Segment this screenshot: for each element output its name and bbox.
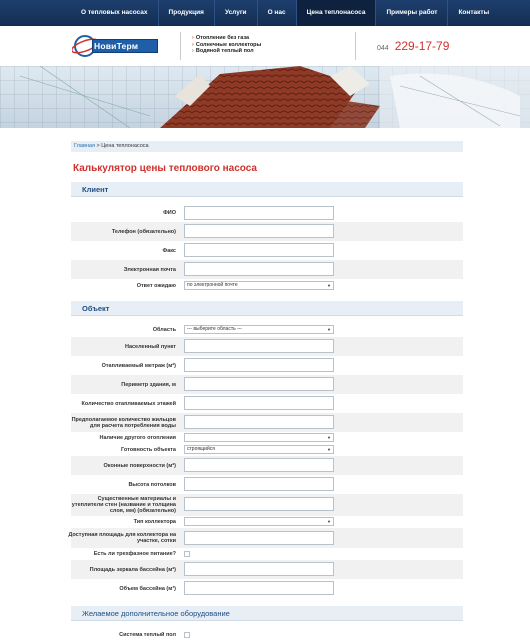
- fax-input[interactable]: [184, 243, 334, 257]
- field-label: Система теплый пол: [119, 631, 176, 638]
- field-label: ФИО: [163, 210, 176, 216]
- field-label: Область: [152, 327, 176, 333]
- field-label: Тип коллектора: [133, 519, 176, 525]
- readiness-select[interactable]: строящийся ▼: [184, 445, 334, 454]
- phone-code: 044: [377, 45, 389, 52]
- other-heating-select[interactable]: [184, 433, 334, 442]
- nav-item-products[interactable]: Продукция: [158, 0, 214, 26]
- field-label: Телефон (обязательно): [111, 228, 176, 235]
- header-divider: [180, 32, 181, 60]
- service-item[interactable]: › Водяной теплый пол: [192, 48, 254, 54]
- field-label: Объем бассейна (м³): [119, 585, 176, 592]
- page-title: Калькулятор цены теплового насоса: [73, 163, 257, 174]
- arrow-icon: ›: [192, 41, 194, 48]
- chevron-down-icon: ▼: [327, 283, 331, 288]
- form-row-area: [71, 356, 463, 375]
- perimeter-input[interactable]: [184, 377, 334, 391]
- form-row-floor-heating: [71, 629, 463, 640]
- windows-input[interactable]: [184, 458, 334, 472]
- form-row-email: [71, 260, 463, 279]
- field-label: Площадь зеркала бассейна (м²): [89, 566, 176, 573]
- ceiling-height-input[interactable]: [184, 477, 334, 491]
- region-select[interactable]: --- выберите область --- ▼: [184, 325, 334, 334]
- phone-number: 229-17-79: [394, 39, 450, 53]
- field-label: Электронная почта: [123, 266, 176, 273]
- form-row-collector-type: [71, 516, 463, 528]
- form-row-windows: [71, 456, 463, 475]
- form-row-fax: [71, 241, 463, 260]
- form-row-floors: [71, 394, 463, 413]
- pool-area-input[interactable]: [184, 562, 334, 576]
- field-label: Предполагаемое количество жильцов для расчета потребления воды: [71, 416, 176, 429]
- field-label: Высота потолков: [128, 481, 176, 488]
- phone: [377, 39, 449, 53]
- form-row-pool-volume: [71, 579, 463, 598]
- form-row-ceiling: [71, 475, 463, 494]
- field-label: Доступная площадь для коллектора на участке, сотки: [68, 532, 176, 544]
- chevron-down-icon: ▼: [327, 435, 331, 440]
- nav-item-about-us[interactable]: О нас: [257, 0, 296, 26]
- nav-item-contacts[interactable]: Контакты: [447, 0, 499, 26]
- service-item[interactable]: › Отопление без газа: [192, 35, 250, 41]
- breadcrumb-home-link[interactable]: Главная: [74, 143, 95, 149]
- field-label: Факс: [162, 247, 176, 254]
- form-row-readiness: [71, 444, 463, 456]
- section-header-client: Клиент: [71, 182, 463, 197]
- top-nav-items: [71, 0, 499, 26]
- floors-input[interactable]: [184, 396, 334, 410]
- banner-image: [0, 66, 530, 128]
- form-row-phone: [71, 222, 463, 241]
- materials-input[interactable]: [184, 497, 334, 511]
- field-label: Количество отапливаемых этажей: [81, 400, 176, 407]
- fio-input[interactable]: [184, 206, 334, 220]
- field-label: Существенные материалы и утеплители стен (название и толщина слоя, мм) (обязательно): [71, 496, 176, 514]
- form-row-other-heating: [71, 432, 463, 444]
- logo-text: НовиТерм: [94, 41, 139, 51]
- breadcrumb: [71, 141, 463, 152]
- breadcrumb-separator: >: [96, 143, 100, 149]
- form-row-residents: [71, 413, 463, 432]
- pool-volume-input[interactable]: [184, 581, 334, 595]
- nav-item-examples[interactable]: Примеры работ: [375, 0, 447, 26]
- form-row-three-phase: [71, 548, 463, 560]
- arrow-icon: ›: [192, 35, 194, 41]
- chevron-down-icon: ▼: [327, 447, 331, 452]
- collector-area-input[interactable]: [184, 531, 334, 545]
- city-input[interactable]: [184, 339, 334, 353]
- form-row-region: [71, 323, 463, 337]
- arrow-icon: ›: [192, 48, 194, 54]
- field-label: Населенный пункт: [124, 343, 176, 350]
- form-row-pool-area: [71, 560, 463, 579]
- field-label: Периметр здания, м: [121, 381, 176, 388]
- form-row-materials: [71, 494, 463, 516]
- nav-item-about-heat-pumps[interactable]: О тепловых насосах: [81, 9, 148, 16]
- form-row-city: [71, 337, 463, 356]
- section-header-object: Объект: [71, 301, 463, 316]
- heated-area-input[interactable]: [184, 358, 334, 372]
- field-label: Ответ ожидаю: [136, 283, 176, 289]
- form-row-collector-area: [68, 528, 463, 548]
- section-header-extra: Желаемое дополнительное оборудование: [71, 606, 463, 621]
- field-label: Готовность объекта: [121, 447, 176, 453]
- field-label: Отапливаемый метраж (м²): [101, 362, 176, 369]
- field-label: Оконные поверхности (м²): [103, 462, 176, 469]
- nav-item-price[interactable]: Цена теплонасоса: [296, 0, 376, 26]
- roof-illustration: [0, 66, 530, 128]
- email-input[interactable]: [184, 262, 334, 276]
- top-nav: [0, 0, 530, 26]
- logo[interactable]: [72, 32, 172, 60]
- collector-type-select[interactable]: [184, 517, 334, 526]
- form-row-reply: [71, 279, 463, 293]
- chevron-down-icon: ▼: [327, 327, 331, 332]
- field-label: Наличие другого отопления: [99, 435, 176, 441]
- breadcrumb-current: Цена теплонасоса: [101, 143, 149, 149]
- service-item[interactable]: › Солнечные коллекторы: [192, 41, 262, 48]
- floor-heating-checkbox[interactable]: [184, 632, 190, 638]
- nav-item-services[interactable]: Услуги: [214, 0, 257, 26]
- residents-input[interactable]: [184, 415, 334, 429]
- form-row-fio: [71, 204, 463, 222]
- reply-method-select[interactable]: по электронной почте ▼: [184, 281, 334, 290]
- phone-input[interactable]: [184, 224, 334, 238]
- form-row-perimeter: [71, 375, 463, 394]
- header-divider: [355, 32, 356, 60]
- three-phase-checkbox[interactable]: [184, 551, 190, 557]
- site-header: [0, 26, 530, 66]
- services-list: [192, 35, 261, 55]
- chevron-down-icon: ▼: [327, 519, 331, 524]
- field-label: Есть ли трехфазное питание?: [93, 551, 176, 557]
